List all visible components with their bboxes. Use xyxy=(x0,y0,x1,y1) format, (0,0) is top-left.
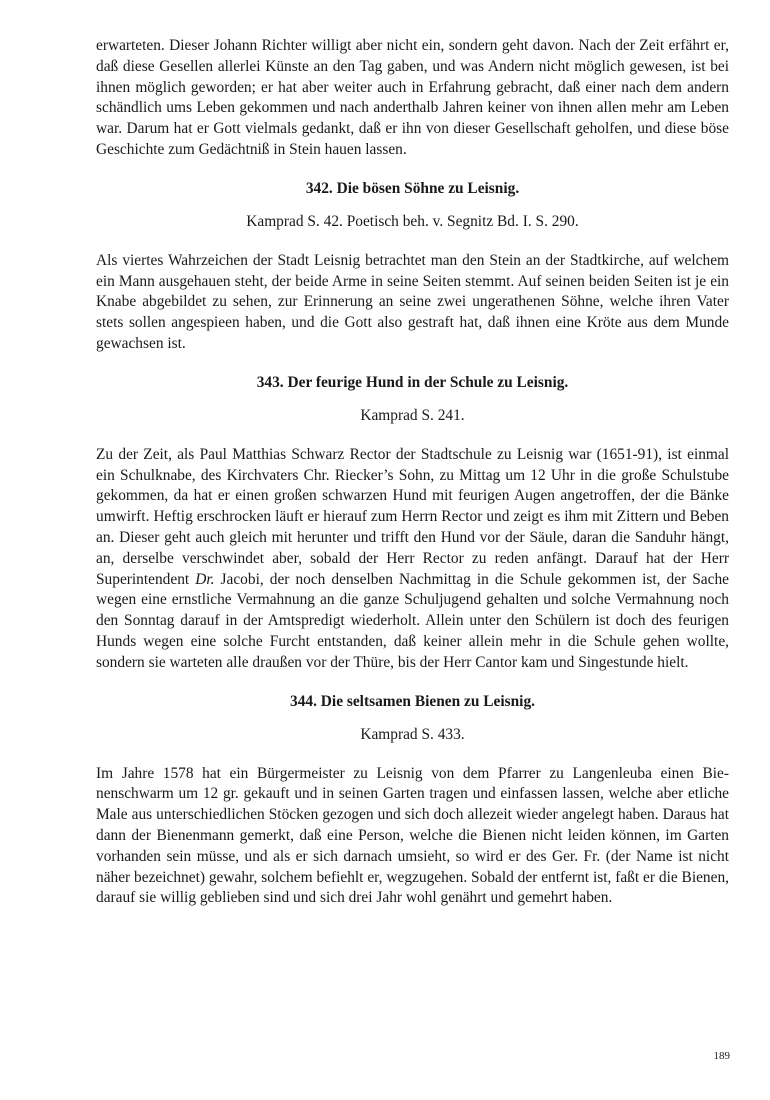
section-344-title: 344. Die seltsamen Bienen zu Leisnig. xyxy=(290,692,535,710)
section-343-text xyxy=(96,445,729,674)
section-342-title: 342. Die bösen Söhne zu Leisnig. xyxy=(305,179,520,197)
section-343-text-part2: Jacobi, der noch denselben Nachmittag in die Schule gekommen ist, der Sache wegen eine ernstliche Vermahnung an die ganze Schuljugend gehalten und solche Vermahnung noch den Sonntag darauf in der Amtspredigt wiederholt. Allein unter den Schülern ist doch des feurigen Hunds wegen eine solche Furcht entstanden, daß keiner allein mehr in die Schule gehen wollte, sondern sie warteten alle draußen vor der Thüre, bis der Herr Cantor kam und Singestunde hielt. xyxy=(96,570,729,671)
page-content xyxy=(96,36,729,909)
section-344-text: Im Jahre 1578 hat ein Bürgermeister zu Leisnig von dem Pfarrer zu Langenleuba einen Bienenschwarm um 12 gr. gekauft und in seinen Garten tragen und einfassen lassen, welche aber etliche Male aus unterschiedlichen Stöcken gezogen und sich doch allezeit wieder angelegt haben. Daraus hat dann der Bienenmann gemerkt, daß eine Person, welche die Bienen nicht leiden können, im Garten vorhanden sein müsse, und als er sich darnach umsieht, so wird er des Ger. Fr. (der Name ist nicht näher bezeichnet) gewahr, solchem befiehlt er, wegzugehen. Sobald der entfernt ist, faßt er die Bienen, darauf sie willig geblieben sind und sich drei Jahr wohl genährt und gemehrt haben. xyxy=(96,764,729,907)
intro-paragraph: erwarteten. Dieser Johann Richter willigt aber nicht ein, sondern geht davon. Nach der Zeit erfährt er, daß diese Gesellen allerlei Künste an den Tag gaben, und was Andern nicht möglich gewesen, ist bei ihnen möglich geworden; er hat aber weiter auch in Erfahrung gebracht, daß einer nach dem andern schändlich ums Leben gekommen und nach anderthalb Jahren keiner von ihnen allen mehr am Leben war. Darum hat er Gott vielmals gedankt, daß er ihn von dieser Gesellschaft geholfen, und diese böse Geschichte zum Gedächtniß in Stein hauen lassen. xyxy=(96,37,729,158)
section-343-text-part1: Zu der Zeit, als Paul Matthias Schwarz Rector der Stadtschule zu Leisnig war (1651-91), ist einmal ein Schulknabe, des Kirchvaters Chr. Riecker’s Sohn, zu Mittag um 12 Uhr in die große Schulstube gekommen, da hat er einen großen schwarzen Hund mit feurigen Augen angetroffen, der die Bänke umwirft. Heftig erschrocken läuft er hierauf zum Herrn Rector und zeigt es ihm mit Zittern und Beben an. Dieser geht auch gleich mit herunter und trifft den Hund vor der Säule, daran die Sanduhr hängt, an, derselbe verschwindet aber, sobald der Herr Rector zu reden anfängt. Darauf hat der Herr Superintendent xyxy=(96,445,729,588)
section-342-text: Als viertes Wahrzeichen der Stadt Leisnig betrachtet man den Stein an der Stadtkirche, auf welchem ein Mann ausgehauen steht, der beide Arme in seine Seiten stemmt. Auf seinen beiden Seiten ist je ein Knabe abgebildet zu sehen, zur Erinnerung an seine zwei ungerathenen Söhne, welche ihren Vater stets sollen angespieen haben, und die Gott also gestraft hat, daß ihnen eine Kröte aus dem Munde gewachsen ist. xyxy=(96,251,729,352)
section-343-text-italic: Dr. xyxy=(195,570,215,588)
section-343-source: Kamprad S. 241. xyxy=(360,406,465,424)
section-343-title: 343. Der feurige Hund in der Schule zu Leisnig. xyxy=(256,373,569,391)
page-number: 189 xyxy=(713,1050,730,1062)
section-342-source: Kamprad S. 42. Poetisch beh. v. Segnitz Bd. I. S. 290. xyxy=(246,212,579,230)
section-344-source: Kamprad S. 433. xyxy=(360,725,465,743)
